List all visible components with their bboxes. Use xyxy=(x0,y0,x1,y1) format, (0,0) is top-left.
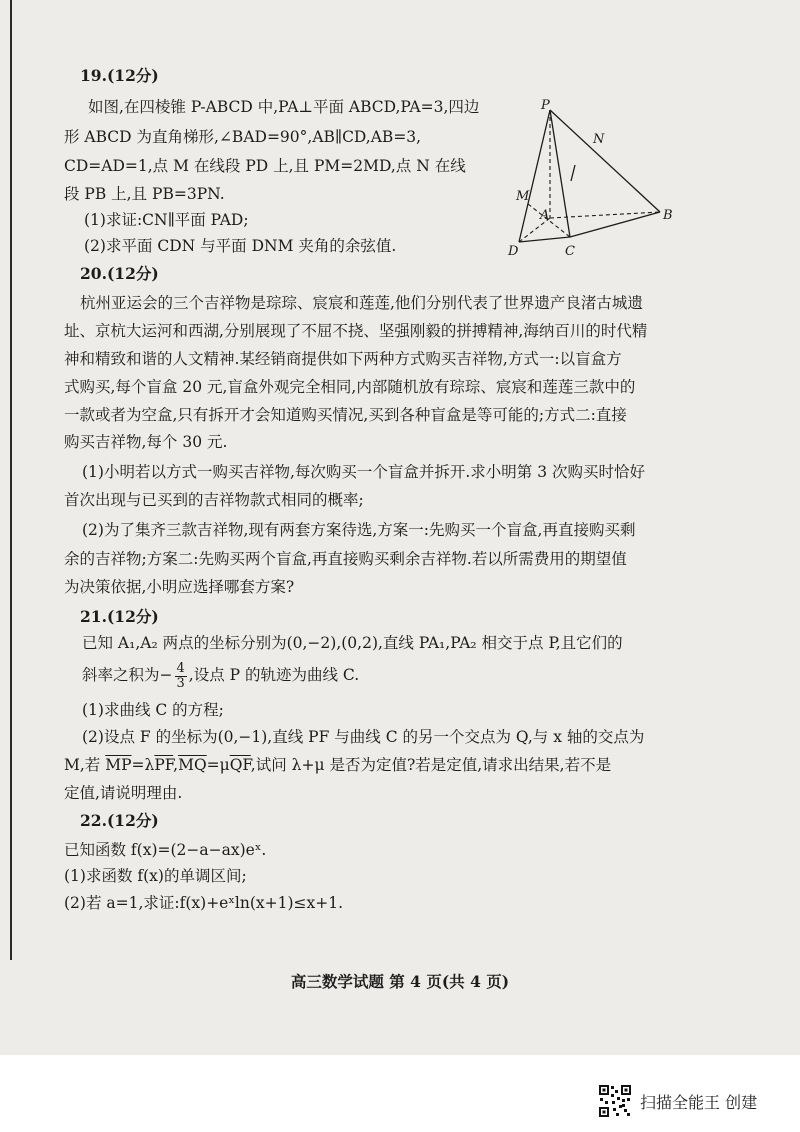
label-n: N xyxy=(593,132,605,147)
q19-part2: (2)求平面 CDN 与平面 DNM 夹角的余弦值. xyxy=(84,237,397,255)
label-c: C xyxy=(565,244,575,259)
q20-line3: 神和精致和谐的人文精神.某经销商提供如下两种方式购买吉祥物,方式一:以盲盒方 xyxy=(64,350,622,368)
q19-line1: 如图,在四棱锥 P-ABCD 中,PA⊥平面 ABCD,PA=3,四边 xyxy=(88,98,480,116)
q21-p2b-3: , xyxy=(173,756,179,774)
q21-line2 xyxy=(82,658,359,692)
q21-part2-b xyxy=(64,755,611,775)
scanner-watermark xyxy=(598,1084,757,1118)
q20-line6: 购买吉祥物,每个 30 元. xyxy=(64,433,228,451)
q21-line2-end: ,设点 P 的轨迹为曲线 C. xyxy=(188,666,360,684)
vector-pf: $\overline{PF}$ xyxy=(154,756,174,774)
q20-part2-b: 余的吉祥物;方案二:先购买两个盲盒,再直接购买剩余吉祥物.若以所需费用的期望值 xyxy=(64,550,627,568)
q20-part1-a: (1)小明若以方式一购买吉祥物,每次购买一个盲盒并拆开.求小明第 3 次购买时恰好 xyxy=(82,463,646,481)
q20-line1: 杭州亚运会的三个吉祥物是琮琮、宸宸和莲莲,他们分别代表了世界遗产良渚古城遗 xyxy=(80,294,643,312)
q19-line4: 段 PB 上,且 PB=3PN. xyxy=(64,185,225,203)
q21-p2b-4: =μ xyxy=(206,756,230,774)
fraction-denominator: 3 xyxy=(176,675,185,691)
fraction-numerator: 4 xyxy=(176,660,185,676)
page-footer: 高三数学试题 第 4 页(共 4 页) xyxy=(290,972,510,991)
q20-part2-a: (2)为了集齐三款吉祥物,现有两套方案待选,方案一:先购买一个盲盒,再直接购买剩 xyxy=(82,521,636,539)
q22-heading: 22.(12分) xyxy=(80,811,159,830)
q20-part1-b: 首次出现与已买到的吉祥物款式相同的概率; xyxy=(64,491,364,509)
q21-line1: 已知 A₁,A₂ 两点的坐标分别为(0,−2),(0,2),直线 PA₁,PA₂ 相交于点 P,且它们的 xyxy=(82,634,623,652)
fraction-four-thirds xyxy=(175,662,187,691)
label-b: B xyxy=(663,208,673,223)
watermark-text: 扫描全能王 创建 xyxy=(640,1092,758,1112)
q19-heading: 19.(12分) xyxy=(80,66,159,85)
q21-p2b-1: M,若 xyxy=(64,756,106,774)
label-d: D xyxy=(508,244,519,259)
label-a: A xyxy=(540,208,550,223)
q20-line2: 址、京杭大运河和西湖,分别展现了不屈不挠、坚强刚毅的拼搏精神,海纳百川的时代精 xyxy=(64,322,648,340)
q21-p2b-2: =λ xyxy=(131,756,155,774)
q22-line1: 已知函数 f(x)=(2−a−ax)eˣ. xyxy=(64,841,267,859)
vector-mp: $\overline{MP}$ xyxy=(105,756,132,774)
pyramid-figure xyxy=(505,95,685,265)
q20-part2-c: 为决策依据,小明应选择哪套方案? xyxy=(64,578,295,596)
vector-mq: $\overline{MQ}$ xyxy=(178,756,207,774)
q20-heading: 20.(12分) xyxy=(80,264,159,283)
label-p: P xyxy=(541,98,550,113)
qr-code-icon xyxy=(598,1084,632,1118)
q22-part1: (1)求函数 f(x)的单调区间; xyxy=(64,867,247,885)
edge-cb xyxy=(570,212,660,237)
q21-part2-c: 定值,请说明理由. xyxy=(64,784,183,802)
q21-p2b-5: ,试问 λ+μ 是否为定值?若是定值,请求出结果,若不是 xyxy=(250,756,612,774)
edge-pb xyxy=(550,110,660,212)
q21-part1: (1)求曲线 C 的方程; xyxy=(82,701,224,719)
vector-qf: $\overline{QF}$ xyxy=(229,756,251,774)
q19-line3: CD=AD=1,点 M 在线段 PD 上,且 PM=2MD,点 N 在线 xyxy=(64,157,466,175)
q21-line2-start: 斜率之积为− xyxy=(82,666,173,684)
edge-dc xyxy=(519,237,570,242)
label-m: M xyxy=(516,189,530,204)
q19-line2: 形 ABCD 为直角梯形,∠BAD=90°,AB∥CD,AB=3, xyxy=(64,128,422,146)
q21-heading: 21.(12分) xyxy=(80,607,159,626)
q19-part1: (1)求证:CN∥平面 PAD; xyxy=(84,211,249,229)
q20-line5: 一款或者为空盒,只有拆开才会知道购买情况,买到各种盲盒是等可能的;方式二:直接 xyxy=(64,406,627,424)
q21-part2-a: (2)设点 F 的坐标为(0,−1),直线 PF 与曲线 C 的另一个交点为 Q,与 x 轴的交点为 xyxy=(82,728,645,746)
binding-line xyxy=(10,0,12,960)
q20-line4: 式购买,每个盲盒 20 元,盲盒外观完全相同,内部随机放有琮琮、宸宸和莲莲三款中的 xyxy=(64,378,636,396)
segment-cn xyxy=(571,165,575,181)
q22-part2: (2)若 a=1,求证:f(x)+eˣln(x+1)≤x+1. xyxy=(64,894,344,912)
